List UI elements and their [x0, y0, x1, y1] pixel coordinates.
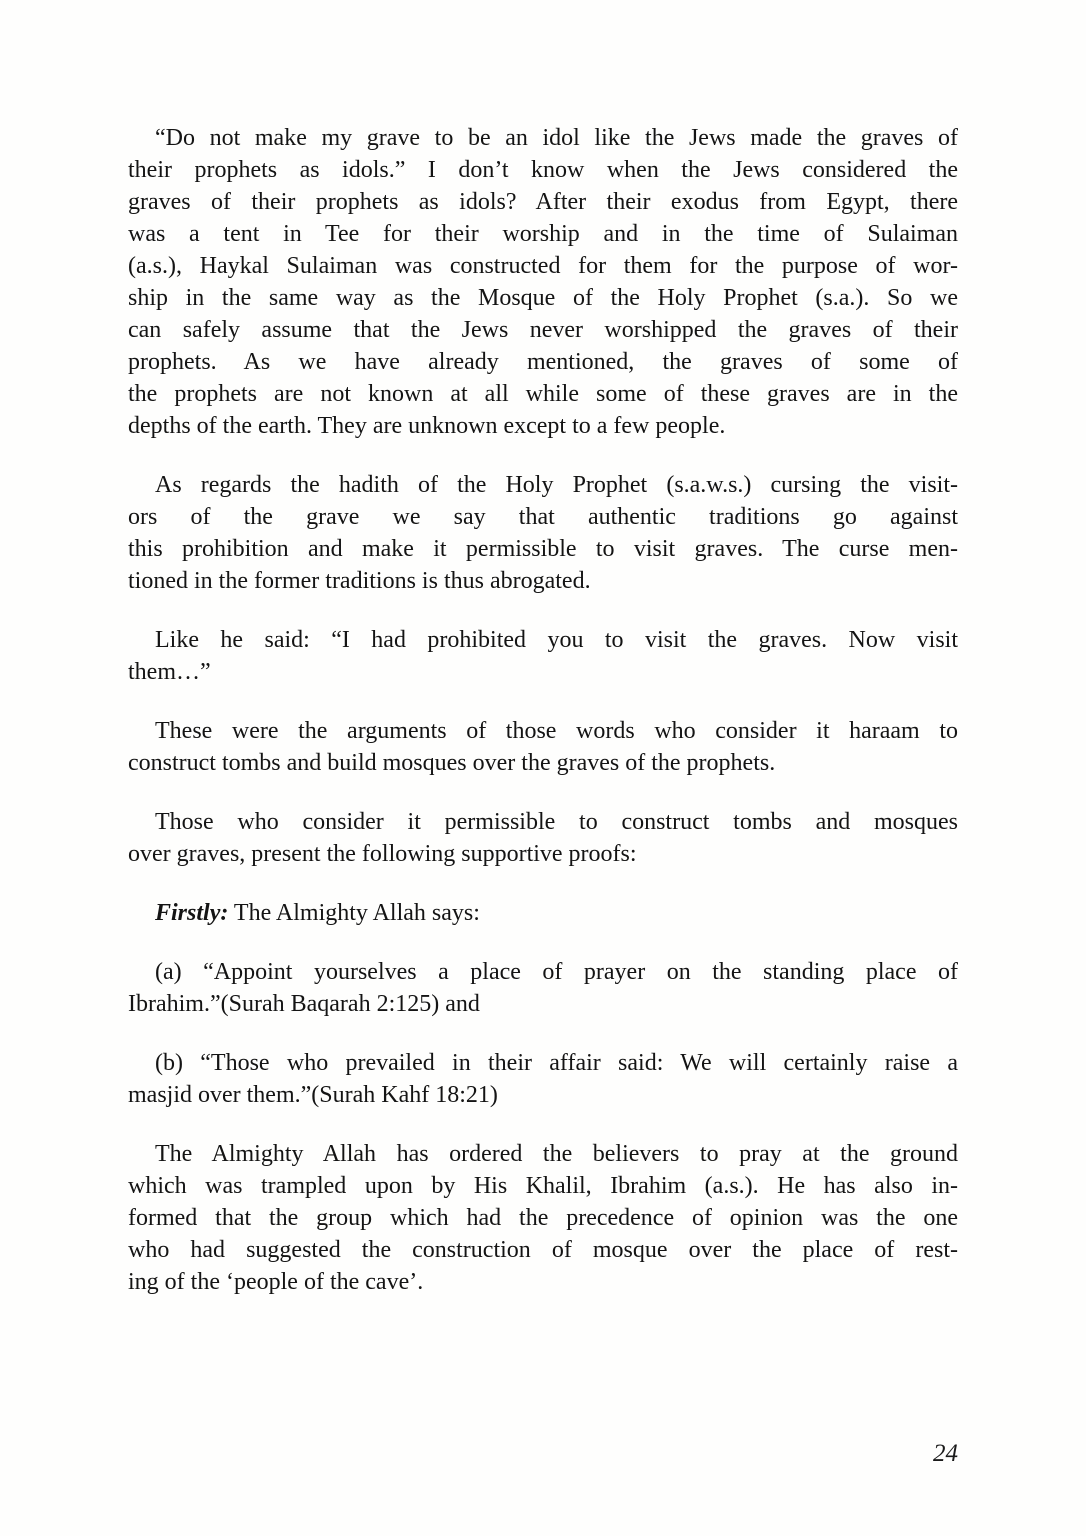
paragraph: [128, 624, 958, 688]
text-line: Ibrahim.”(Surah Baqarah 2:125) and: [128, 991, 480, 1017]
text-line: over graves, present the following supportive proofs:: [128, 841, 637, 867]
text-line: ors of the grave we say that authentic traditions go against: [128, 504, 958, 530]
text-line: the prophets are not known at all while some of these graves are in the: [128, 381, 958, 407]
text-line: (a.s.), Haykal Sulaiman was constructed for them for the purpose of wor-: [128, 253, 958, 279]
paragraph: [128, 715, 958, 779]
text-line: masjid over them.”(Surah Kahf 18:21): [128, 1082, 498, 1108]
text-line: These were the arguments of those words who consider it haraam to: [155, 718, 958, 744]
text-line: construct tombs and build mosques over the graves of the prophets.: [128, 750, 776, 776]
text-line: prophets. As we have already mentioned, the graves of some of: [128, 349, 958, 375]
page-number: 24: [933, 1440, 958, 1467]
text-line-rest: The Almighty Allah says:: [233, 900, 480, 926]
text-line: formed that the group which had the precedence of opinion was the one: [128, 1205, 958, 1231]
text-line: their prophets as idols.” I don’t know when the Jews considered the: [128, 157, 958, 183]
text-line: depths of the earth. They are unknown except to a few people.: [128, 413, 726, 439]
text-line: ship in the same way as the Mosque of the Holy Prophet (s.a.). So we: [128, 285, 958, 311]
text-line: [128, 897, 958, 929]
text-line: The Almighty Allah has ordered the believers to pray at the ground: [155, 1141, 958, 1167]
paragraph: [128, 806, 958, 870]
paragraph: [128, 469, 958, 597]
paragraph: [128, 956, 958, 1020]
page-content: [128, 122, 958, 1325]
text-line: which was trampled upon by His Khalil, Ibrahim (a.s.). He has also in-: [128, 1173, 958, 1199]
text-line: “Do not make my grave to be an idol like the Jews made the graves of: [155, 125, 958, 151]
text-line: who had suggested the construction of mosque over the place of rest-: [128, 1237, 958, 1263]
text-line: them…”: [128, 659, 211, 685]
text-line: Like he said: “I had prohibited you to visit the graves. Now visit: [155, 627, 958, 653]
text-line: can safely assume that the Jews never worshipped the graves of their: [128, 317, 958, 343]
text-line: (b) “Those who prevailed in their affair said: We will certainly raise a: [155, 1050, 958, 1076]
text-line: graves of their prophets as idols? After their exodus from Egypt, there: [128, 189, 958, 215]
paragraph: [128, 122, 958, 442]
text-line: ing of the ‘people of the cave’.: [128, 1269, 424, 1295]
paragraph-lead: Firstly:: [155, 900, 229, 926]
paragraph: [128, 1138, 958, 1298]
text-line: this prohibition and make it permissible to visit graves. The curse men-: [128, 536, 958, 562]
paragraph: [128, 897, 958, 929]
text-line: (a) “Appoint yourselves a place of prayer on the standing place of: [155, 959, 958, 985]
text-line: Those who consider it permissible to construct tombs and mosques: [155, 809, 958, 835]
text-line: As regards the hadith of the Holy Prophet (s.a.w.s.) cursing the visit-: [155, 472, 958, 498]
text-line: was a tent in Tee for their worship and in the time of Sulaiman: [128, 221, 958, 247]
text-line: tioned in the former traditions is thus abrogated.: [128, 568, 591, 594]
paragraph: [128, 1047, 958, 1111]
